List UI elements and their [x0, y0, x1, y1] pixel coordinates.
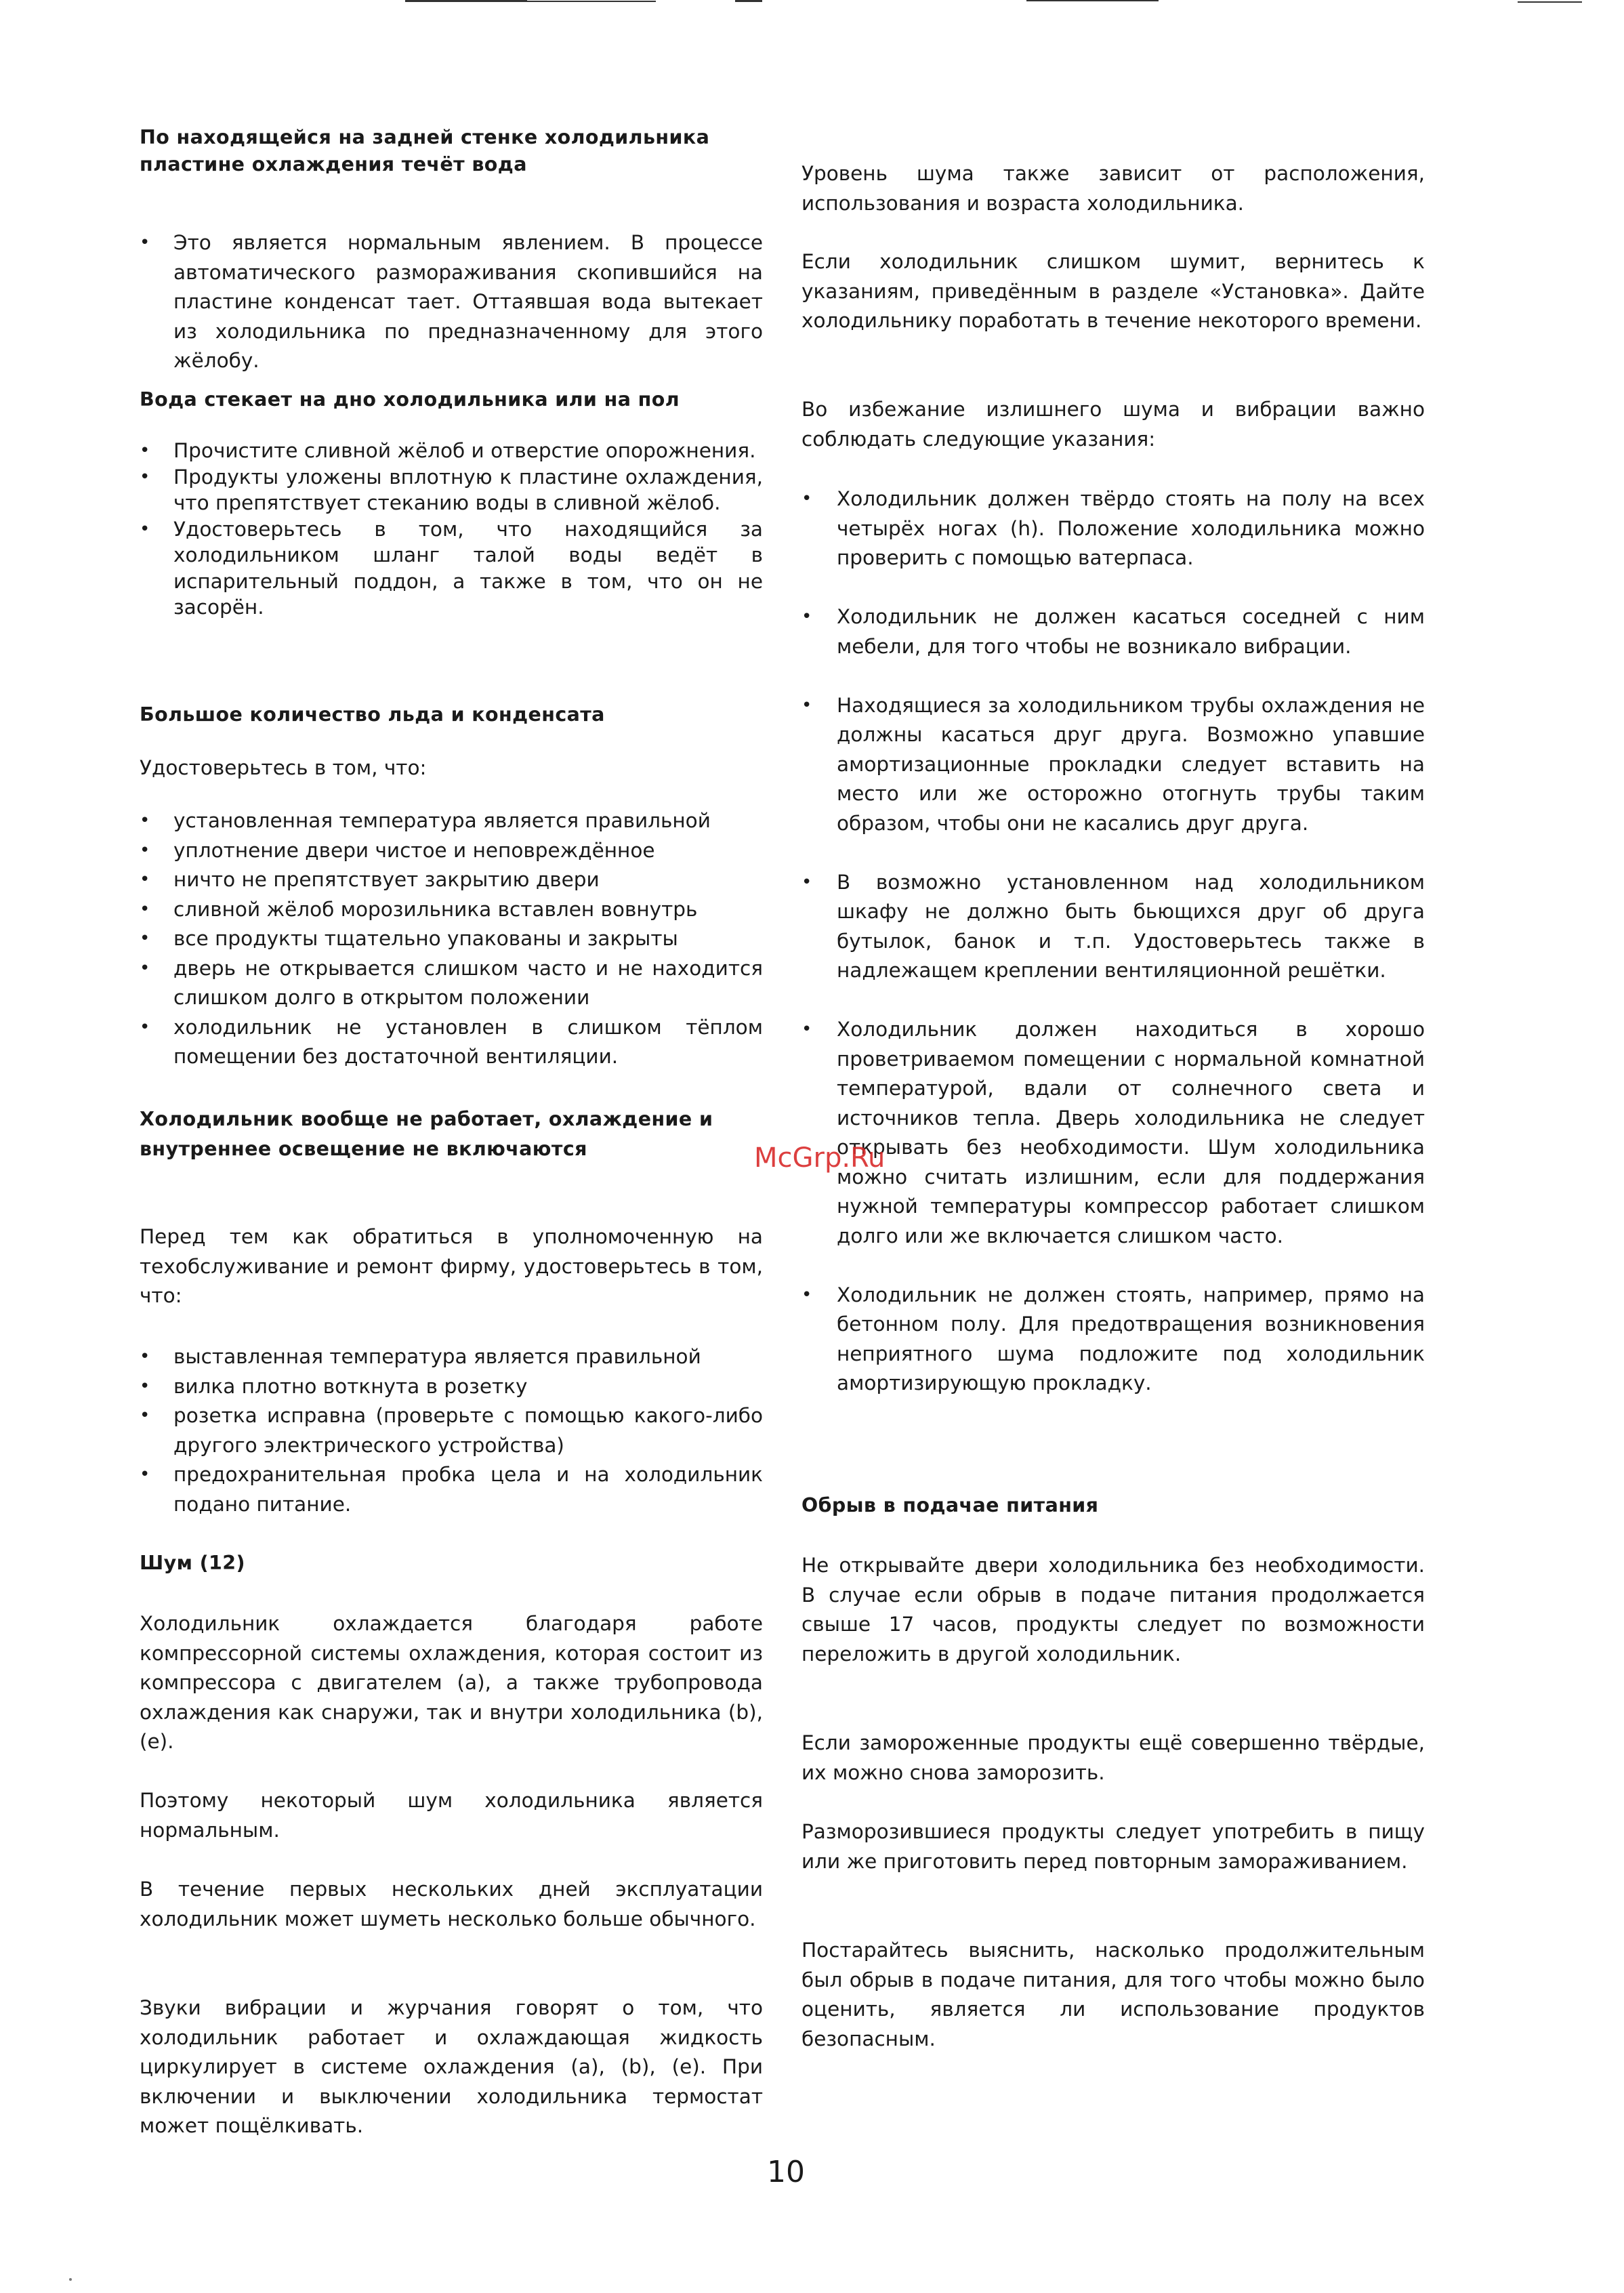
heading-water-on-plate: По находящейся на задней стенке холодильника пластине охлаждения течёт вода — [140, 126, 710, 175]
list-item: • Удостоверьтесь в том, что находящийся за холодильником шланг талой воды ведёт в испарительный поддон, а также в том, что он не засорён. — [140, 516, 763, 621]
scan-artifact-line — [1518, 1, 1582, 3]
list-item: • Прочистите сливной жёлоб и отверстие опорожнения. — [140, 438, 763, 464]
scan-artifact-line — [453, 1, 656, 2]
list-item: • Продукты уложены вплотную к пластине охлаждения, что препятствует стеканию воды в сливной жёлоб. — [140, 464, 763, 516]
list-noise-tips — [801, 484, 1425, 1399]
list-item: • все продукты тщательно упакованы и закрыты — [140, 924, 763, 954]
paragraph: Не открывайте двери холодильника без необходимости. В случае если обрыв в подаче питания продолжается свыше 17 часов, продукты следует по возможности переложить в другой холодильник. — [801, 1554, 1425, 1666]
paragraph: Постарайтесь выяснить, насколько продолжительным был обрыв в подаче питания, для того чтобы можно было оценить, является ли использование продуктов безопасным. — [801, 1939, 1425, 2050]
paragraph: Уровень шума также зависит от расположения, использования и возраста холодильника. — [801, 162, 1425, 215]
list-item: • установленная температура является правильной — [140, 806, 763, 836]
scan-speck — [69, 2278, 72, 2281]
list-water-on-floor — [140, 438, 763, 621]
paragraph: В течение первых нескольких дней эксплуатации холодильник может шуметь несколько больше обычного. — [140, 1878, 763, 1930]
list-item: • предохранительная пробка цела и на холодильник подано питание. — [140, 1460, 763, 1519]
paragraph: Перед тем как обратиться в уполномоченную на техобслуживание и ремонт фирму, удостоверьтесь в том, что: — [140, 1225, 763, 1307]
list-water-on-plate — [140, 228, 763, 376]
list-item: • Холодильник должен твёрдо стоять на полу на всех четырёх ногах (h). Положение холодильника можно проверить с помощью ватерпаса. — [801, 484, 1425, 573]
heading-noise: Шум (12) — [140, 1552, 245, 1574]
paragraph: Звуки вибрации и журчания говорят о том, что холодильник работает и охлаждающая жидкость циркулирует в системе охлаждения (а), (b), (e). При включении и выключении холодильника термостат может пощёлкивать. — [140, 1996, 763, 2137]
list-item: • Холодильник не должен стоять, например, прямо на бетонном полу. Для предотвращения возникновения неприятного шума подложите под холодильник амортизирующую прокладку. — [801, 1281, 1425, 1399]
list-item: • В возможно установленном над холодильником шкафу не должно быть бьющихся друг об друга бутылок, банок и т.п. Удостоверьтесь также в надлежащем креплении вентиляционной решётки. — [801, 868, 1425, 986]
list-item: • холодильник не установлен в слишком тёплом помещении без достаточной вентиляции. — [140, 1013, 763, 1072]
paragraph: Если холодильник слишком шумит, вернитесь к указаниям, приведённым в разделе «Установка». Дайте холодильнику поработать в течение некоторого времени. — [801, 250, 1425, 332]
list-item: • сливной жёлоб морозильника вставлен вовнутрь — [140, 895, 763, 925]
list-item: • Это является нормальным явлением. В процессе автоматического размораживания скопившийся на пластине конденсат тает. Оттаявшая вода вытекает из холодильника по предназначенному для этого жёлобу. — [140, 228, 763, 376]
heading-water-on-floor: Вода стекает на дно холодильника или на пол — [140, 388, 680, 411]
scan-artifact-line — [1026, 0, 1159, 1]
heading-ice-condensate: Большое количество льда и конденсата — [140, 703, 605, 726]
paragraph: Холодильник охлаждается благодаря работе компрессорной системы охлаждения, которая состоит из компрессора с двигателем (а), а также трубопровода охлаждения как снаружи, так и внутри холодильника (b), (e). — [140, 1612, 763, 1753]
heading-not-working: Холодильник вообще не работает, охлаждение и внутреннее освещение не включаются — [140, 1108, 713, 1160]
list-not-working — [140, 1342, 763, 1519]
scan-artifact-line — [735, 0, 762, 2]
paragraph: Если замороженные продукты ещё совершенно твёрдые, их можно снова заморозить. — [801, 1731, 1425, 1784]
list-item: • вилка плотно воткнута в розетку — [140, 1372, 763, 1402]
list-ice-condensate — [140, 806, 763, 1072]
paragraph: Поэтому некоторый шум холодильника является нормальным. — [140, 1789, 763, 1842]
list-item: • розетка исправна (проверьте с помощью какого-либо другого электрического устройства) — [140, 1401, 763, 1460]
list-item: • Находящиеся за холодильником трубы охлаждения не должны касаться друг друга. Возможно упавшие амортизационные прокладки следует вставить на место или же осторожно отогнуть трубы таким образом, чтобы они не касались друг друга. — [801, 691, 1425, 839]
paragraph: Разморозившиеся продукты следует употребить в пищу или же приготовить перед повторным замораживанием. — [801, 1820, 1425, 1873]
list-item: • Холодильник должен находиться в хорошо проветриваемом помещении с нормальной комнатной температурой, вдали от солнечного света и источников тепла. Дверь холодильника не следует открывать без необходимости. Шум холодильника можно считать излишним, если для поддержания нужной температуры компрессор работает слишком долго или же включается слишком часто. — [801, 1015, 1425, 1251]
list-item: • Холодильник не должен касаться соседней с ним мебели, для того чтобы не возникало вибрации. — [801, 602, 1425, 661]
heading-power-outage: Обрыв в подачае питания — [801, 1494, 1099, 1516]
paragraph: Во избежание излишнего шума и вибрации важно соблюдать следующие указания: — [801, 398, 1425, 451]
list-item: • ничто не препятствует закрытию двери — [140, 865, 763, 895]
paragraph: Удостоверьтесь в том, что: — [140, 756, 427, 779]
list-item: • выставленная температура является правильной — [140, 1342, 763, 1372]
list-item: • уплотнение двери чистое и неповреждённое — [140, 836, 763, 866]
watermark: McGrp.Ru — [754, 1142, 886, 1174]
page-number: 10 — [767, 2155, 805, 2189]
list-item: • дверь не открывается слишком часто и не находится слишком долго в открытом положении — [140, 954, 763, 1013]
